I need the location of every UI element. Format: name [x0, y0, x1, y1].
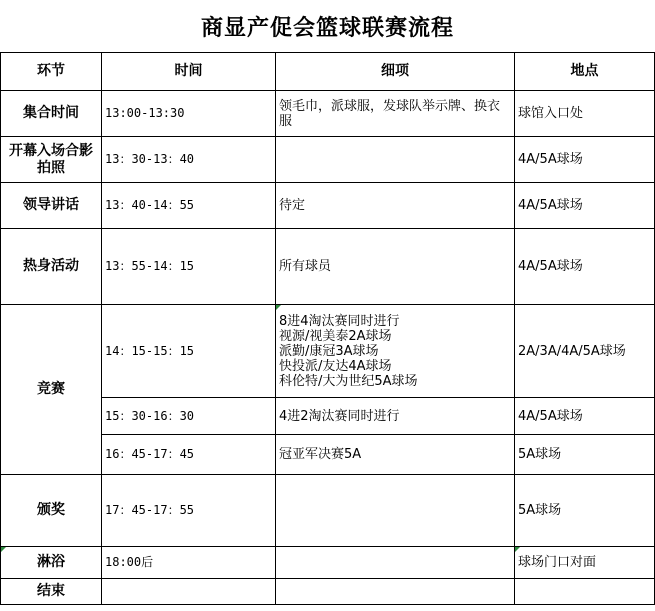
stage-cell: [1, 547, 102, 579]
stage-cell: 竞赛: [1, 305, 102, 475]
place-text: 球场门口对面: [518, 555, 597, 570]
place-cell: [515, 547, 655, 579]
header-detail: 细项: [276, 53, 515, 91]
detail-line: 派勤/康冠3A球场: [279, 343, 379, 359]
table-row: [1, 305, 655, 398]
place-cell: [515, 579, 655, 605]
place-cell: 2A/3A/4A/5A球场: [515, 305, 655, 398]
detail-lines: [279, 314, 511, 389]
stage-cell: 热身活动: [1, 229, 102, 305]
detail-line: 科伦特/大为世纪5A球场: [279, 373, 418, 389]
header-place: 地点: [515, 53, 655, 91]
place-cell: 4A/5A球场: [515, 183, 655, 229]
detail-line: 8进4淘汰赛同时进行: [279, 313, 400, 329]
detail-text: 领毛巾，派球服，发球队举示牌、换衣服: [279, 98, 501, 129]
detail-line: 快投派/友达4A球场: [279, 358, 392, 374]
time-cell: 16：45-17：45: [102, 435, 276, 475]
place-cell: 4A/5A球场: [515, 398, 655, 435]
detail-cell: [276, 475, 515, 547]
stage-text: 淋浴: [37, 554, 65, 570]
stage-cell: 集合时间: [1, 91, 102, 137]
comment-marker-icon: [276, 305, 281, 310]
place-cell: 球馆入口处: [515, 91, 655, 137]
table-row: [1, 475, 655, 547]
header-stage: 环节: [1, 53, 102, 91]
time-cell: 14：15-15：15: [102, 305, 276, 398]
time-cell: 13：40-14：55: [102, 183, 276, 229]
table-row: [1, 91, 655, 137]
detail-cell: [276, 547, 515, 579]
header-time: 时间: [102, 53, 276, 91]
stage-cell: 领导讲话: [1, 183, 102, 229]
time-cell: 15：30-16：30: [102, 398, 276, 435]
time-cell: [102, 579, 276, 605]
detail-line: 视源/视美泰2A球场: [279, 328, 392, 344]
table-row: [1, 579, 655, 605]
detail-cell: 待定: [276, 183, 515, 229]
detail-cell: 所有球员: [276, 229, 515, 305]
detail-cell: 4进2淘汰赛同时进行: [276, 398, 515, 435]
schedule-table: [0, 52, 655, 605]
stage-cell: 开幕入场合影拍照: [1, 137, 102, 183]
header-row: [1, 53, 655, 91]
detail-cell: 冠亚军决赛5A: [276, 435, 515, 475]
stage-cell: 结束: [1, 579, 102, 605]
comment-marker-icon: [515, 547, 520, 552]
stage-cell: 颁奖: [1, 475, 102, 547]
place-cell: 4A/5A球场: [515, 229, 655, 305]
table-row: [1, 229, 655, 305]
comment-marker-icon: [1, 547, 6, 552]
detail-cell: [276, 579, 515, 605]
detail-cell: [276, 137, 515, 183]
place-cell: 5A球场: [515, 475, 655, 547]
time-cell: 13:00-13:30: [102, 91, 276, 137]
table-row: [1, 183, 655, 229]
place-cell: 5A球场: [515, 435, 655, 475]
place-cell: 4A/5A球场: [515, 137, 655, 183]
page-title: 商显产促会篮球联赛流程: [200, 15, 454, 41]
time-cell: 13：55-14：15: [102, 229, 276, 305]
time-cell: 18:00后: [102, 547, 276, 579]
table-row: [1, 137, 655, 183]
detail-cell: [276, 305, 515, 398]
table-row: [1, 547, 655, 579]
time-cell: 13：30-13：40: [102, 137, 276, 183]
time-cell: 17：45-17：55: [102, 475, 276, 547]
detail-cell: [276, 91, 515, 137]
